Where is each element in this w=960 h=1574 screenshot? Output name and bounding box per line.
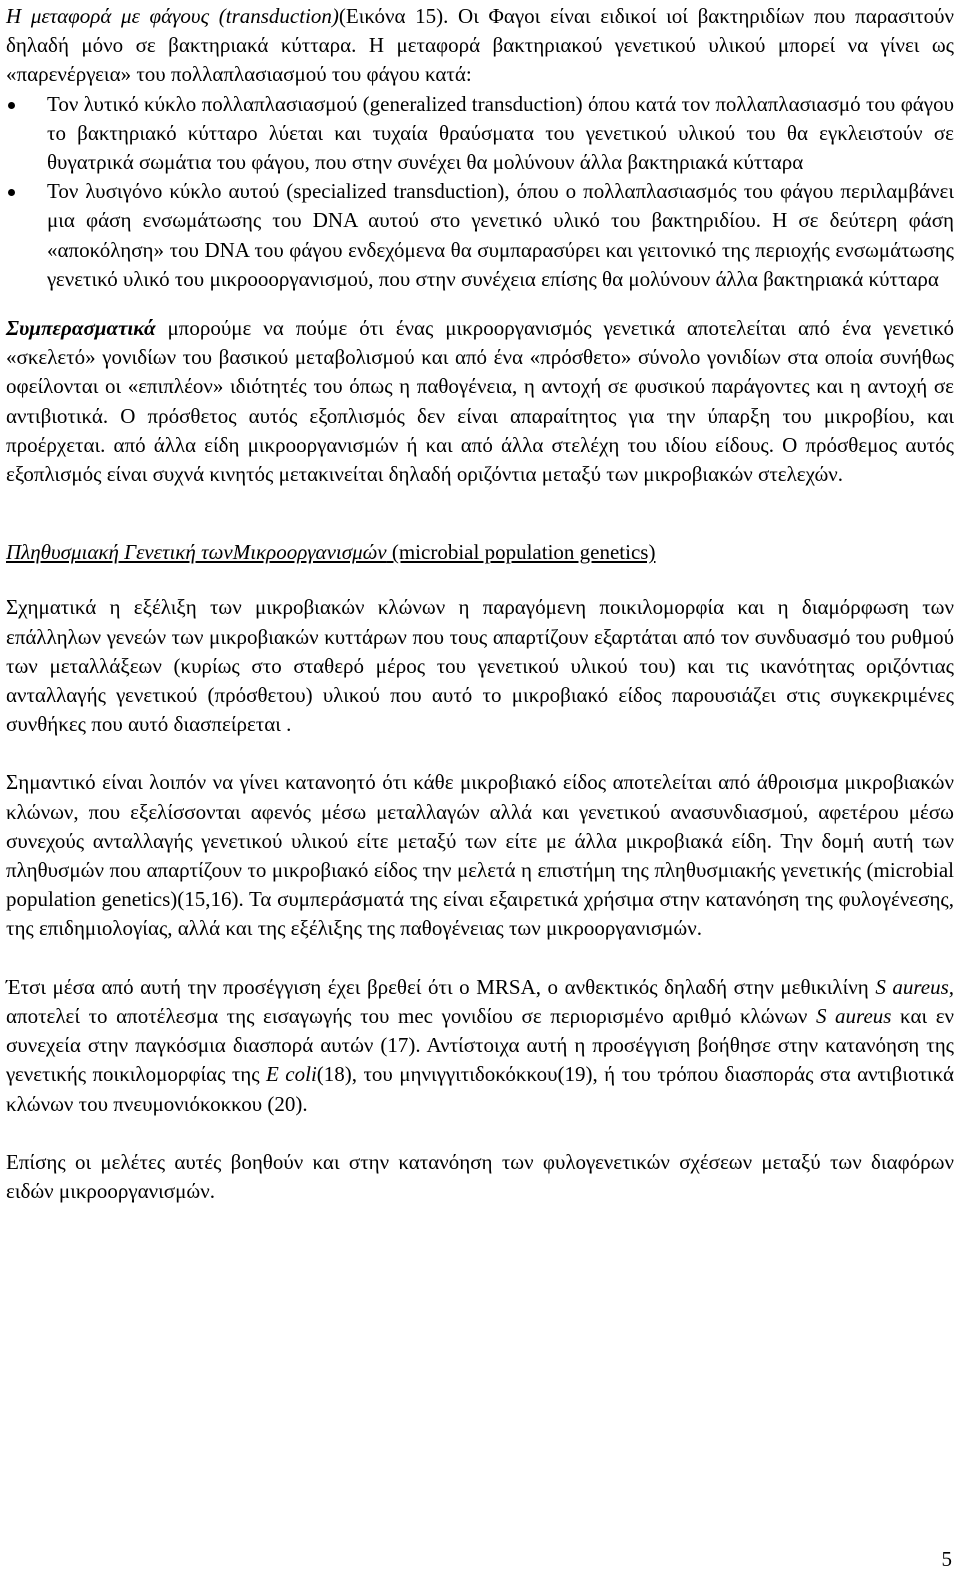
intro-italic: Η μεταφορά με φάγους (transduction) <box>6 4 339 28</box>
mrsa-text-1: Έτσι μέσα από αυτή την προσέγγιση έχει βρεθεί ότι ο MRSA, ο ανθεκτικός δηλαδή στην μεθικιλίνη <box>6 974 876 999</box>
list-item-text: Τον λυσιγόνο κύκλο αυτού (specialized transduction), όπου ο πολλαπλασιασμός του φάγου περιλαμβάνει μια φάση ενσωμάτωσης του DNA αυτού στο γενετικό υλικό του βακτηριδίου. Η σε δεύτερη φάση «αποκόληση» του DNA του φάγου ενδεχόμενα θα συμπαρασύρει και γειτονικό της περιοχής ενσωμάτωσης γενετικό υλικό του μικροοοργανισμού, που στην συνέχεια επίσης θα μολύνουν άλλα βακτηριακά κύτταρα <box>47 179 954 291</box>
bullet-icon <box>8 102 15 109</box>
paragraph-clones: Σημαντικό είναι λοιπόν να γίνει κατανοητό ότι κάθε μικροβιακό είδος αποτελείται από άθροισμα μικροβιακών κλώνων, που εξελίσσονται αφενός μέσω μεταλλαγών αλλά και γενετικού ανασυνδιασμού, αφετέρου μέσω συνεχούς ανταλλαγής γενετικού υλικού είτε μεταξύ των είτε με άλλα μικροβιακά είδη. Την δομή αυτή των πληθυσμών που απαρτίζουν το μικροβιακό είδος την μελετά η επιστήμη της πληθυσμιακής γενετικής (microbial population genetics)(15,16). Τα συμπεράσματά της είναι εξαιρετικά χρήσιμα στην κατανόηση της φυλογένεσης, της επιδημιολογίας, αλλά και της εξέλιξης της παθογένειας των μικροοργανισμών. <box>6 770 954 941</box>
paragraph-mrsa <box>6 973 954 1119</box>
mrsa-text-2: αποτελεί το αποτέλεσμα της εισαγωγής του mec γονιδίου σε περιορισμένο αριθμό κλώνων <box>6 1003 816 1028</box>
mrsa-species-2: S aureus <box>815 1003 892 1028</box>
document-page <box>6 2 954 1206</box>
list-item <box>6 177 954 294</box>
list-item <box>6 90 954 178</box>
bullet-icon <box>8 189 15 196</box>
section-heading <box>6 538 954 567</box>
bullet-list <box>6 90 954 294</box>
conclusion-paragraph <box>6 314 954 489</box>
intro-paragraph <box>6 2 954 90</box>
page-number: 5 <box>941 1547 952 1571</box>
intro-text: (Εικόνα 15). Οι Φαγοι είναι ειδικοί ιοί βακτηριδίων που παρασιτούν δηλαδή μόνο σε βακτηριακά κύτταρα. Η μεταφορά βακτηριακού γενετικού υλικού μπορεί να γίνει ως «παρενέργεια» του πολλαπλασιασμού του φάγου κατά: <box>6 4 954 87</box>
paragraph-phylogeny: Επίσης οι μελέτες αυτές βοηθούν και στην κατανόηση των φυλογενετικών σχέσεων μεταξύ των διαφόρων ειδών μικροοργανισμών. <box>6 1149 954 1203</box>
paragraph-mutation: Σχηματικά η εξέλιξη των μικροβιακών κλώνων η παραγόμενη ποικιλομορφία και η διαμόρφωση των επάλληλων γενεών των μικροβιακών κυττάρων που τους απαρτίζουν εξαρτάται από τον συνδυασμό του ρυθμού των μεταλλάξεων (κυρίως στο σταθερό μέρος του γενετικού υλικού του) και τις ικανότητας οριζόντιας ανταλλαγής γενετικού (πρόσθετου) υλικού που αυτό το μικροβιακό είδος παρουσιάζει στις συγκεκριμένες συνθήκες που αυτό διασπείρεται . <box>6 595 954 737</box>
mrsa-text-4: (18), του μηνιγγιτιδοκόκκου(19), ή του τρόπου διασποράς στα αντιβιοτικά κλώνων του πνευμονιόκοκκου (20). <box>6 1062 954 1116</box>
mrsa-text-3: και εν συνεχεία στην παγκόσμια διασπορά αυτών (17). Αντίστοιχα αυτή η προσέγγιση βοήθησε στην κατανόηση της γενετικής ποικιλομορφίας της <box>6 1003 955 1087</box>
section-heading-plain: (microbial population genetics) <box>386 540 656 565</box>
section-heading-italic: Πληθυσμιακή Γενετική τωνΜικροοργανισμών <box>6 540 387 565</box>
conclusion-text: μπορούμε να πούμε ότι ένας μικροοργανισμός γενετικά αποτελείται από ένα γενετικό «σκελετό» γονιδίων του βασικού μεταβολισμού και από ένα «πρόσθετο» σύνολο γονιδίων στα οποία συνήθως οφείλονται οι «επιπλέον» ιδιότητές του όπως η παθογένεια, η αντοχή σε φυσικού παράγοντες και η αντοχή σε αντιβιοτικά. Ο πρόσθετος αυτός εξοπλισμός δεν είναι απαραίτητος για την ύπαρξη του μικροβίου, και προέρχεται. από άλλα είδη μικροοργανισμών ή και από άλλα στελέχη του ιδίου είδους. Ο πρόσθεμος αυτός εξοπλισμός είναι συχνά κινητός μετακινείται δηλαδή οριζόντια μεταξύ των μικροβιακών στελεχών. <box>6 316 954 487</box>
conclusion-lead: Συμπερασματικά <box>6 316 156 341</box>
mrsa-species-1: S aureus, <box>875 974 955 999</box>
list-item-text: Τον λυτικό κύκλο πολλαπλασιασμού (generalized transduction) όπου κατά τον πολλαπλασιασμό του φάγου το βακτηριακό κύτταρο λύεται και τυχαία θραύσματα του γενετικού υλικού του θα εγκλειστούν σε θυγατρικά σωμάτια του φάγου, που στην συνέχει θα μολύνουν άλλα βακτηριακά κύτταρα <box>47 91 954 175</box>
mrsa-species-3: E coli <box>266 1062 317 1087</box>
